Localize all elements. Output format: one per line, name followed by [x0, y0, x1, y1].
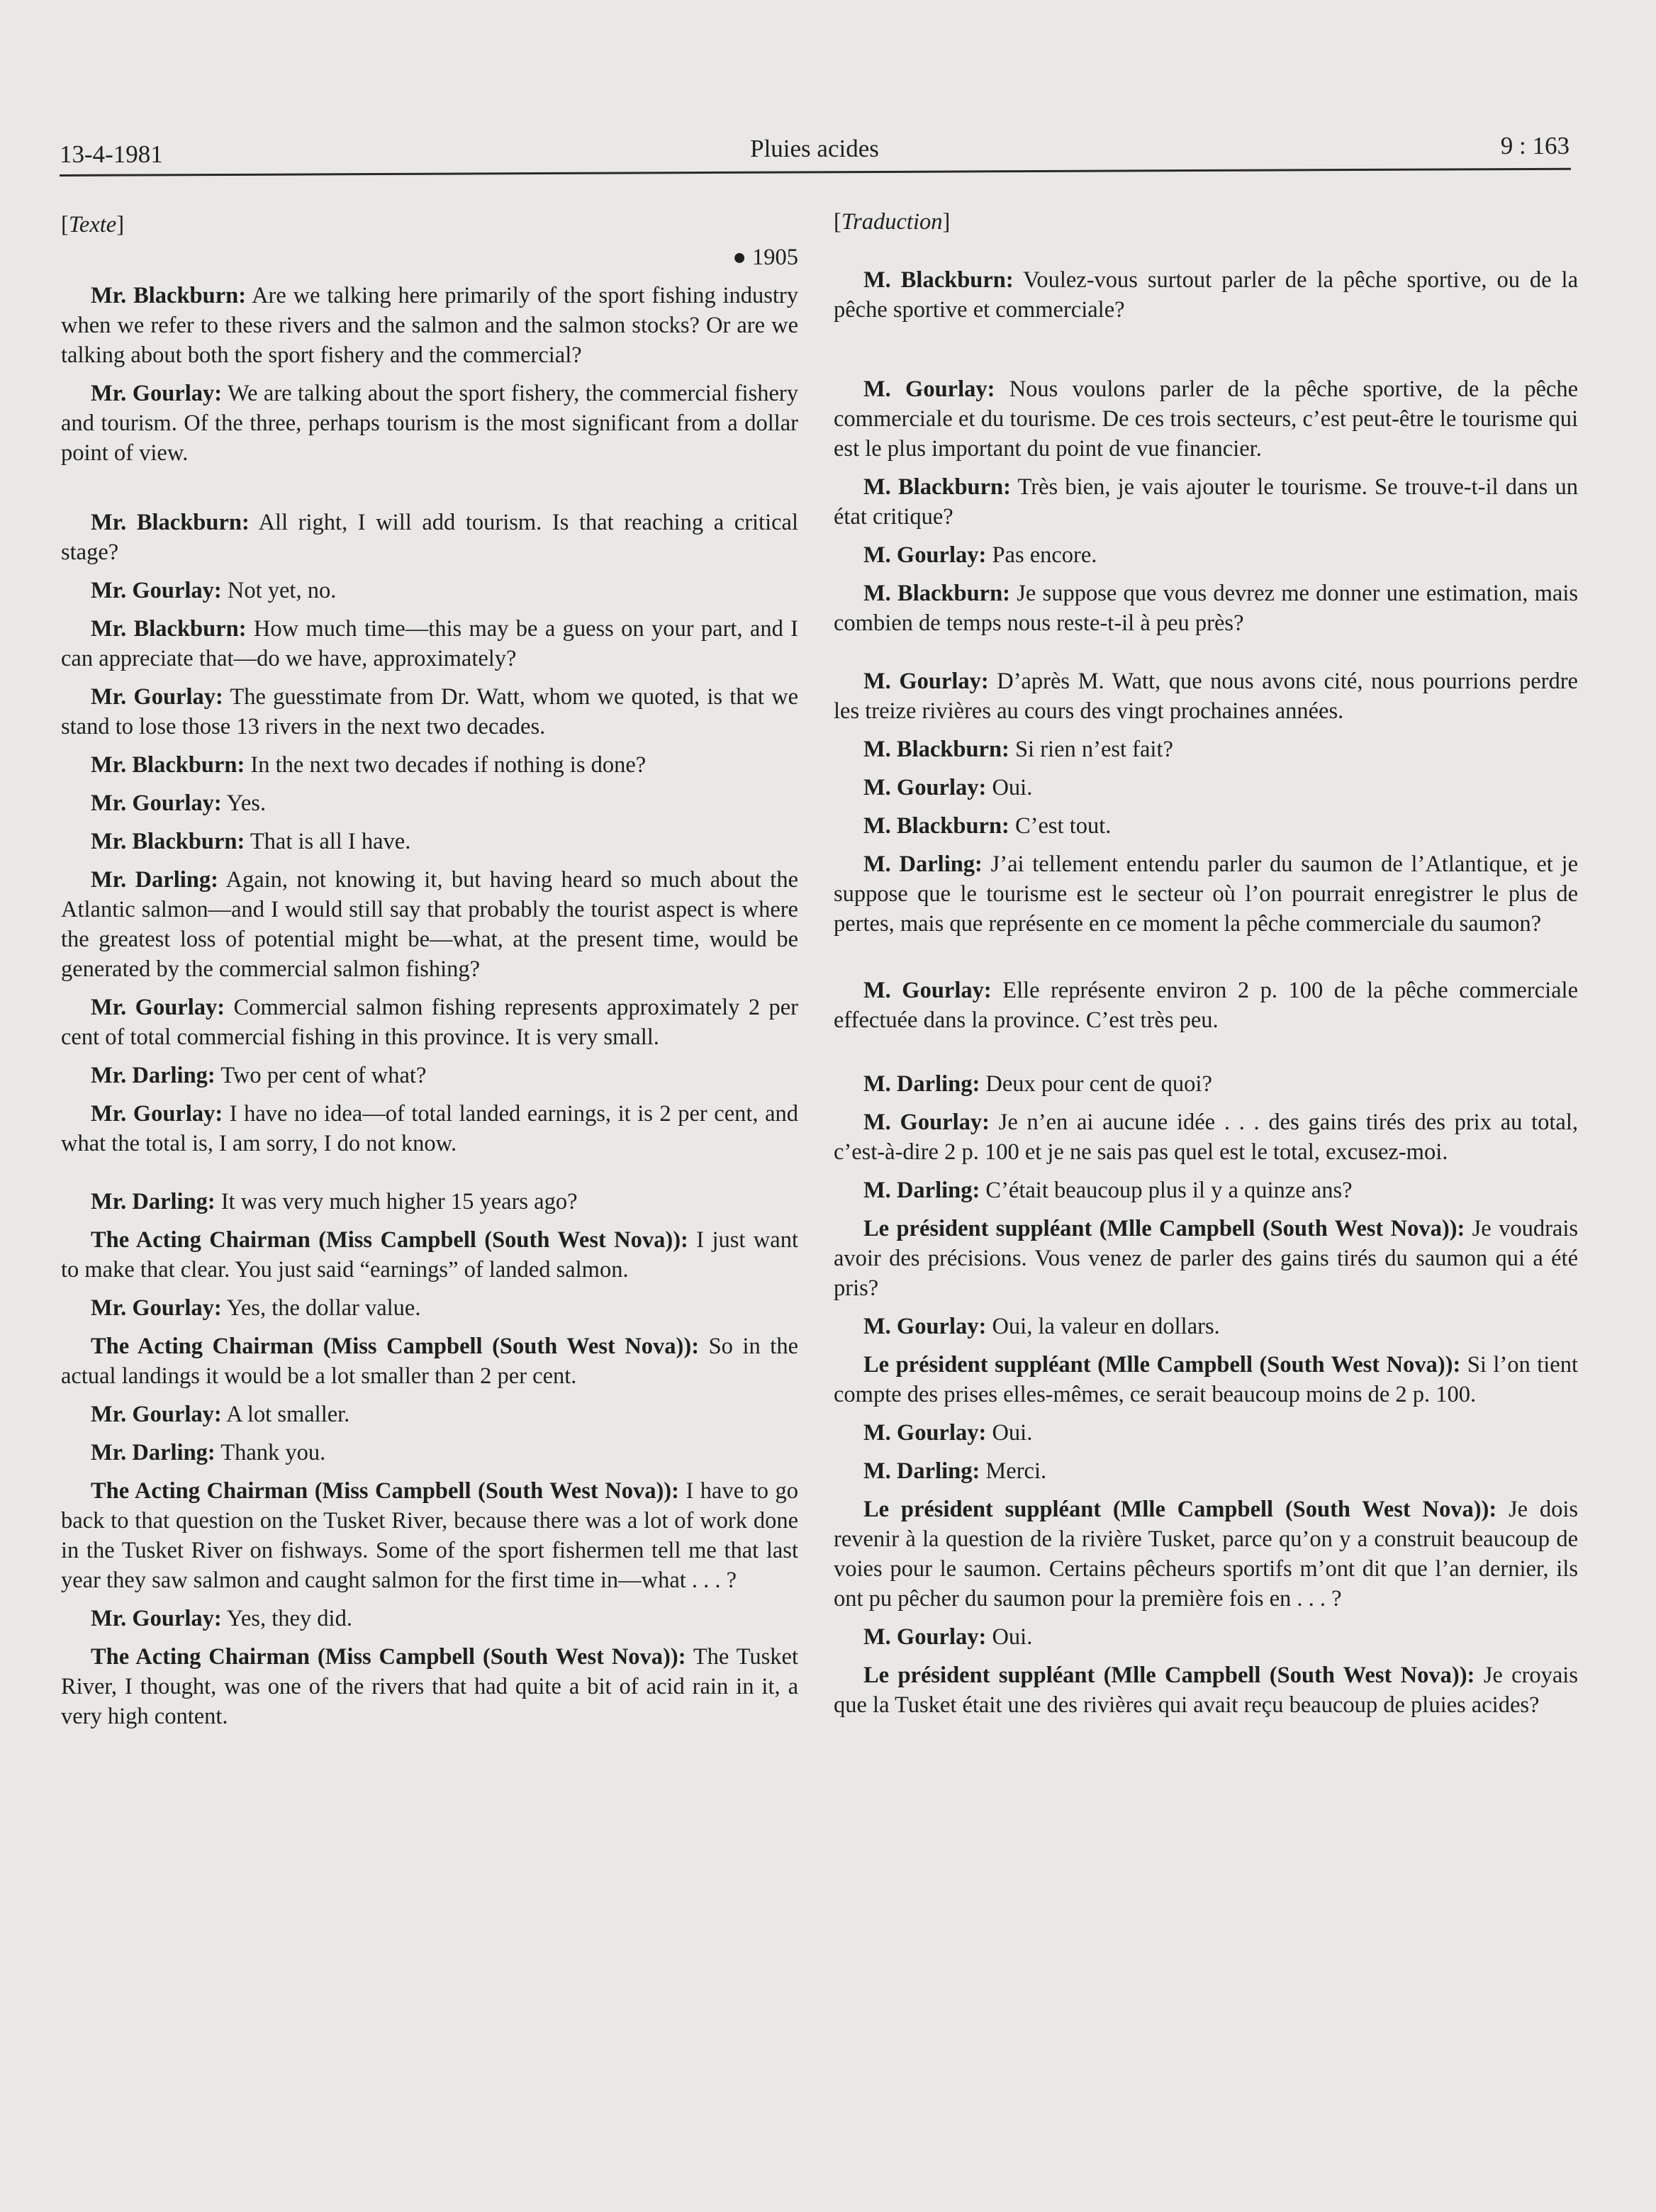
speaker: Mr. Blackburn:: [91, 829, 245, 854]
paragraph: Mr. Darling: Again, not knowing it, but having heard so much about the Atlantic salmon—and I would still say that probably the tourist aspect is where the greatest loss of potential might be—what, at the present time, would be generated by the commercial salmon fishing?: [61, 867, 798, 982]
speaker: M. Blackburn:: [863, 737, 1009, 762]
paragraph: M. Gourlay: Nous voulons parler de la pêche sportive, de la pêche commerciale et du tourisme. De ces trois secteurs, c’est peut-être le tourisme qui est le plus important du point de vue financier.: [834, 376, 1578, 462]
paragraph: M. Gourlay: Elle représente environ 2 p. 100 de la pêche commerciale effectuée dans la province. C’est très peu.: [834, 978, 1579, 1033]
speaker: Mr. Gourlay:: [91, 684, 223, 710]
speaker: M. Gourlay:: [863, 1420, 987, 1446]
speaker: M. Gourlay:: [863, 542, 987, 568]
speaker: Mr. Gourlay:: [91, 1606, 222, 1631]
speaker: Mr. Blackburn:: [91, 510, 250, 535]
speaker: Mr. Darling:: [91, 1440, 216, 1465]
paragraph: Le président suppléant (Mlle Campbell (South West Nova)): Je voudrais avoir des précisions. Vous venez de parler des gains tirés du saumon qui a été pris?: [834, 1216, 1579, 1301]
paragraph: Mr. Darling: Thank you.: [91, 1440, 326, 1465]
paragraph: The Acting Chairman (Miss Campbell (South West Nova)): The Tusket River, I thought, was one of the rivers that had quite a bit of acid rain in it, a very high content.: [61, 1644, 798, 1729]
speaker: Mr. Darling:: [91, 1189, 216, 1214]
speaker: M. Blackburn:: [863, 581, 1010, 606]
speaker: Mr. Gourlay:: [91, 1101, 223, 1127]
speaker: Mr. Gourlay:: [91, 1295, 222, 1321]
time-marker: ● 1905: [732, 245, 798, 270]
speaker: M. Gourlay:: [863, 1314, 987, 1339]
speaker: Le président suppléant (Mlle Campbell (South West Nova)):: [863, 1497, 1497, 1522]
speaker: M. Gourlay:: [863, 1110, 990, 1135]
paragraph: Mr. Darling: It was very much higher 15 years ago?: [91, 1189, 578, 1214]
speaker: M. Gourlay:: [863, 1624, 987, 1650]
speaker: Mr. Blackburn:: [91, 283, 247, 308]
header-page-number: 9 : 163: [1500, 132, 1570, 160]
speaker: M. Blackburn:: [863, 267, 1014, 293]
speaker: M. Blackburn:: [863, 474, 1011, 500]
paragraph: M. Blackburn: C’est tout.: [863, 813, 1112, 839]
speaker: Mr. Darling:: [91, 1063, 216, 1088]
column-label-traduction: [Traduction]: [834, 209, 951, 235]
paragraph: M. Darling: Deux pour cent de quoi?: [863, 1071, 1212, 1097]
speaker: M. Darling:: [863, 1071, 980, 1097]
speaker: Le président suppléant (Mlle Campbell (South West Nova)):: [863, 1663, 1475, 1688]
paragraph: M. Gourlay: Je n’en ai aucune idée . . . des gains tirés des prix au total, c’est-à-dire 2 p. 100 et je ne sais pas quel est le total, excusez-moi.: [834, 1110, 1578, 1165]
speaker: Le président suppléant (Mlle Campbell (South West Nova)):: [863, 1352, 1461, 1378]
speaker: M. Gourlay:: [863, 775, 987, 800]
speaker: The Acting Chairman (Miss Campbell (South West Nova)):: [91, 1334, 700, 1359]
speaker: M. Gourlay:: [863, 669, 989, 694]
paragraph: M. Blackburn: Très bien, je vais ajouter le tourisme. Se trouve-t-il dans un état critique?: [834, 474, 1578, 530]
paragraph: Mr. Blackburn: That is all I have.: [91, 829, 411, 854]
paragraph: Mr. Gourlay: Yes.: [91, 791, 267, 816]
speaker: The Acting Chairman (Miss Campbell (South West Nova)):: [91, 1478, 679, 1504]
paragraph: M. Gourlay: Oui, la valeur en dollars.: [863, 1314, 1220, 1339]
speaker: M. Gourlay:: [863, 978, 992, 1003]
paragraph: The Acting Chairman (Miss Campbell (South West Nova)): I have to go back to that question on the Tusket River, because there was a lot of work done in the Tusket River on fishways. Some of the sport fishermen tell me that last year they saw salmon and caught salmon for the first time in—what . . . ?: [61, 1478, 799, 1593]
paragraph: M. Blackburn: Je suppose que vous devrez me donner une estimation, mais combien de temps nous reste-t-il à peu près?: [834, 581, 1578, 636]
paragraph: Le président suppléant (Mlle Campbell (South West Nova)): Je dois revenir à la question de la rivière Tusket, parce qu’on y a construit beaucoup de voies pour le saumon. Certains pêcheurs sportifs m’ont dit que l’an dernier, ils ont pu pêcher du saumon pour la première fois en . . . ?: [834, 1497, 1579, 1611]
paragraph: M. Blackburn: Voulez-vous surtout parler de la pêche sportive, ou de la pêche sportive et commerciale?: [834, 267, 1579, 323]
paragraph: M. Gourlay: D’après M. Watt, que nous avons cité, nous pourrions perdre les treize rivières au cours des vingt prochaines années.: [834, 669, 1578, 724]
column-label-texte: [Texte]: [61, 212, 125, 238]
header-title: Pluies acides: [750, 135, 879, 162]
paragraph: Mr. Blackburn: Are we talking here primarily of the sport fishing industry when we refer to these rivers and the salmon and the salmon stocks? Or are we talking about both the sport fishery and the commercial?: [61, 283, 798, 368]
speaker: Mr. Gourlay:: [91, 1402, 222, 1427]
paragraph: Mr. Gourlay: Not yet, no.: [91, 578, 337, 603]
page-header: [60, 132, 1570, 174]
column-french: [834, 207, 1578, 1728]
speaker: M. Gourlay:: [863, 376, 995, 402]
paragraph: The Acting Chairman (Miss Campbell (South West Nova)): I just want to make that clear. You just said “earnings” of landed salmon.: [61, 1227, 798, 1283]
speaker: The Acting Chairman (Miss Campbell (South West Nova)):: [91, 1644, 686, 1670]
paragraph: M. Darling: C’était beaucoup plus il y a quinze ans?: [863, 1178, 1353, 1203]
paragraph: M. Gourlay: Oui.: [863, 1420, 1033, 1446]
paragraph: Mr. Gourlay: A lot smaller.: [91, 1402, 350, 1427]
paragraph: M. Gourlay: Pas encore.: [863, 542, 1097, 568]
speaker: Le président suppléant (Mlle Campbell (South West Nova)):: [863, 1216, 1465, 1241]
paragraph: Mr. Gourlay: We are talking about the sport fishery, the commercial fishery and tourism. Of the three, perhaps tourism is the most significant from a dollar point of view.: [61, 381, 798, 466]
speaker: Mr. Gourlay:: [91, 791, 222, 816]
speaker: Mr. Gourlay:: [91, 578, 222, 603]
paragraph: Mr. Blackburn: All right, I will add tourism. Is that reaching a critical stage?: [61, 510, 798, 565]
paragraph: Mr. Darling: Two per cent of what?: [91, 1063, 427, 1088]
paragraph: M. Darling: Merci.: [863, 1458, 1047, 1484]
paragraph: Mr. Gourlay: Yes, the dollar value.: [91, 1295, 421, 1321]
paragraph: M. Blackburn: Si rien n’est fait?: [863, 737, 1173, 762]
paragraph: Mr. Gourlay: Commercial salmon fishing represents approximately 2 per cent of total commercial fishing in this province. It is very small.: [61, 995, 799, 1050]
speaker: Mr. Gourlay:: [91, 381, 223, 406]
speaker: Mr. Blackburn:: [91, 752, 245, 778]
speaker: Mr. Gourlay:: [91, 995, 225, 1020]
paragraph: Le président suppléant (Mlle Campbell (South West Nova)): Je croyais que la Tusket était une des rivières qui avait reçu beaucoup de pluies acides?: [834, 1663, 1578, 1718]
speaker: M. Darling:: [863, 1178, 980, 1203]
speaker: M. Darling:: [863, 1458, 980, 1484]
paragraph: Mr. Blackburn: How much time—this may be a guess on your part, and I can appreciate that—do we have, approximately?: [61, 616, 798, 671]
paragraph: Mr. Blackburn: In the next two decades if nothing is done?: [91, 752, 647, 778]
speaker: M. Blackburn:: [863, 813, 1009, 839]
paragraph: M. Darling: J’ai tellement entendu parler du saumon de l’Atlantique, et je suppose que le tourisme est le secteur où l’on pourrait enregistrer le plus de pertes, mais que représente en ce moment la pêche commerciale du saumon?: [834, 851, 1579, 937]
paragraph: The Acting Chairman (Miss Campbell (South West Nova)): So in the actual landings it would be a lot smaller than 2 per cent.: [61, 1334, 798, 1389]
paragraph: Mr. Gourlay: The guesstimate from Dr. Watt, whom we quoted, is that we stand to lose those 13 rivers in the next two decades.: [61, 684, 798, 739]
column-english: [61, 210, 798, 1740]
speaker: Mr. Darling:: [91, 867, 218, 893]
header-date: 13-4-1981: [60, 140, 163, 168]
speaker: M. Darling:: [863, 851, 983, 877]
speaker: The Acting Chairman (Miss Campbell (South West Nova)):: [91, 1227, 688, 1253]
paragraph: Le président suppléant (Mlle Campbell (South West Nova)): Si l’on tient compte des prises elles-mêmes, ce serait beaucoup moins de 2 p. 100.: [834, 1352, 1578, 1407]
paragraph: M. Gourlay: Oui.: [863, 775, 1033, 800]
paragraph: M. Gourlay: Oui.: [863, 1624, 1033, 1650]
speaker: Mr. Blackburn:: [91, 616, 247, 642]
paragraph: Mr. Gourlay: I have no idea—of total landed earnings, it is 2 per cent, and what the total is, I am sorry, I do not know.: [61, 1101, 798, 1156]
paragraph: Mr. Gourlay: Yes, they did.: [91, 1606, 352, 1631]
